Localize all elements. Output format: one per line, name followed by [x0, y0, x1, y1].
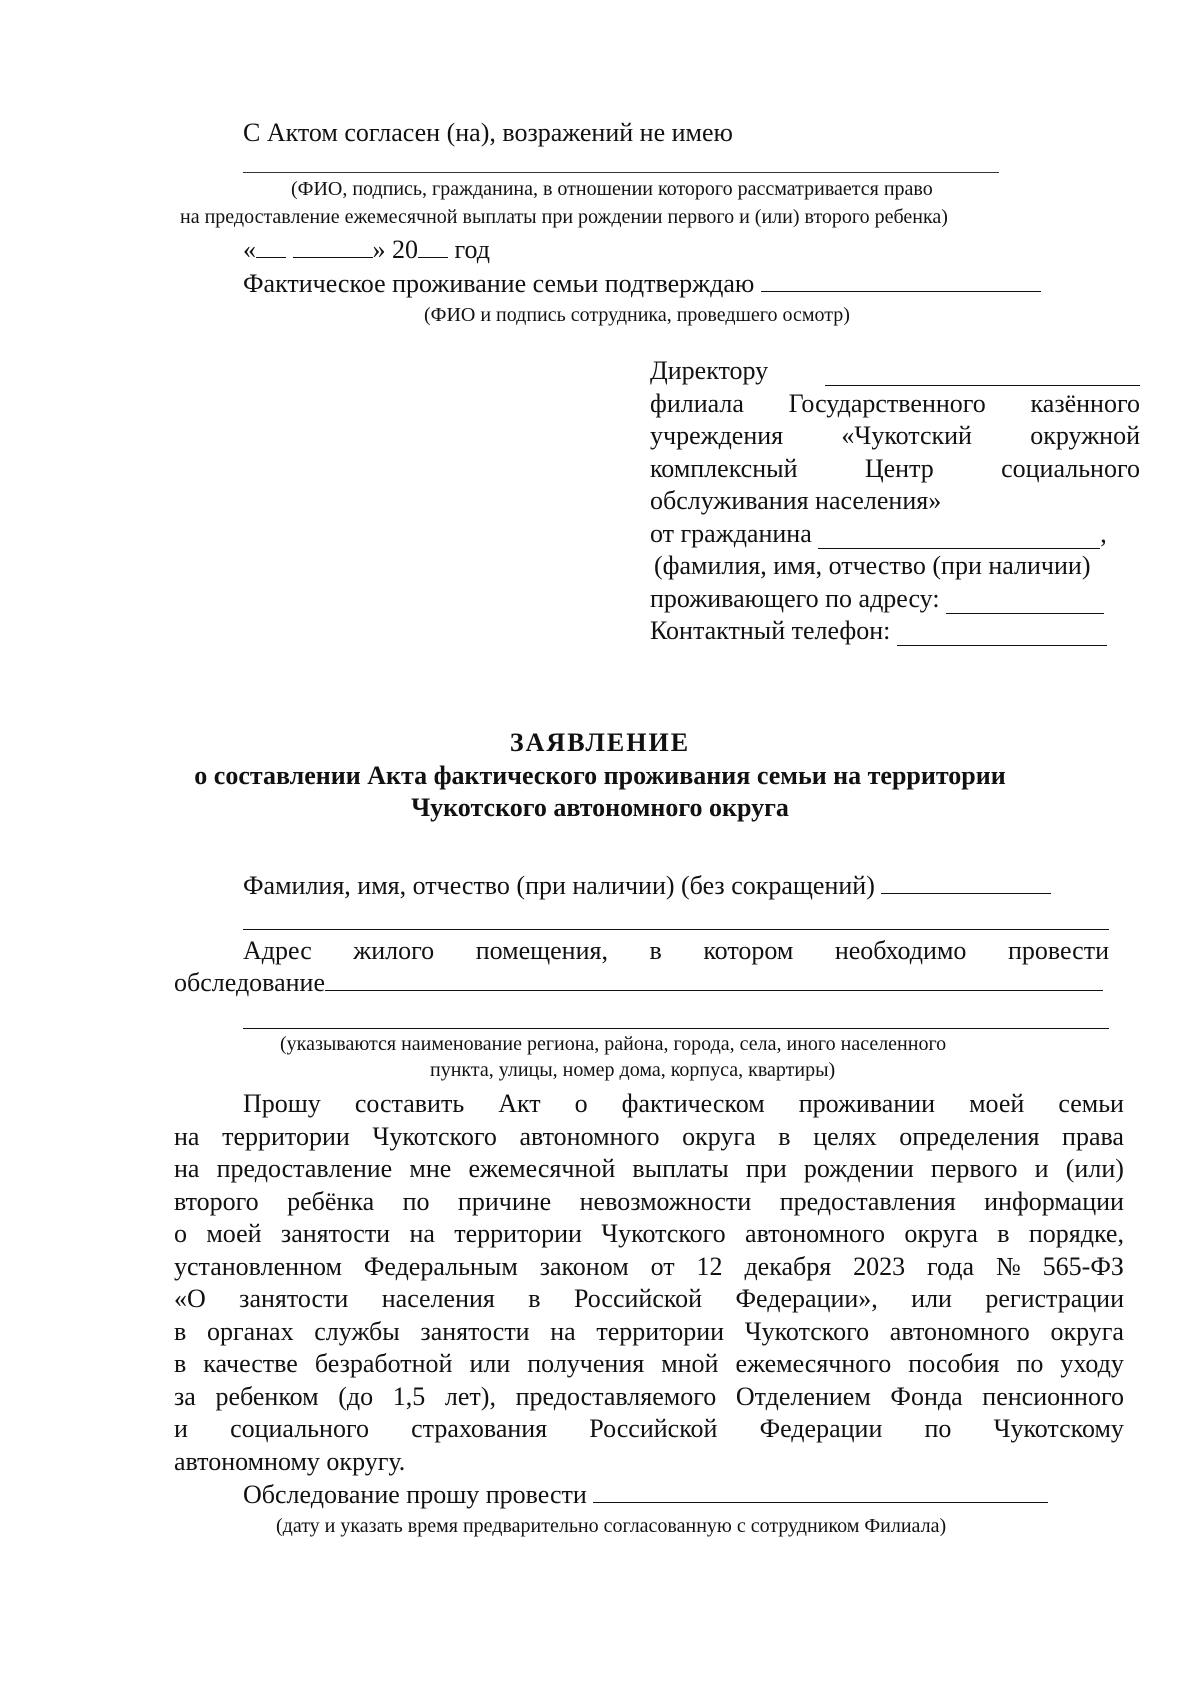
- phone-label: Контактный телефон:: [650, 616, 891, 645]
- date-month-blank[interactable]: [293, 235, 373, 258]
- request-word: Российской: [573, 1284, 703, 1313]
- request-word: по: [1016, 1349, 1044, 1378]
- consent-signature-line[interactable]: [243, 172, 999, 173]
- date-year-blank[interactable]: [418, 235, 448, 258]
- request-word: ежемесячного: [735, 1349, 892, 1378]
- request-word: автономного: [889, 1316, 1030, 1346]
- request-word: страхования: [411, 1414, 548, 1443]
- date-close-quote: » 20: [372, 235, 418, 264]
- request-line: [174, 1381, 1124, 1414]
- request-word: (до: [338, 1381, 374, 1411]
- address-caption-1: (указываются наименование региона, района, города, села, иного населенного: [280, 1033, 947, 1055]
- request-word: моей: [206, 1219, 262, 1248]
- date-open-quote: «: [243, 235, 256, 264]
- addressee-line-2: филиала Государственного казённого: [650, 388, 1140, 418]
- request-word: или: [469, 1349, 511, 1378]
- request-word: округа: [1050, 1316, 1124, 1346]
- request-word: уходу: [1060, 1349, 1124, 1378]
- request-word: установленном: [174, 1251, 342, 1281]
- request-word: Акт: [498, 1089, 541, 1118]
- document-subtitle-1: о составлении Акта фактического проживания семьи на территории: [194, 761, 1006, 790]
- addressee-director-row: [650, 355, 1140, 388]
- request-word: 12: [696, 1251, 723, 1281]
- request-word: пособия: [908, 1349, 1000, 1378]
- request-line: [174, 1283, 1124, 1316]
- consent-caption-2: на предоставление ежемесячной выплаты при рождении первого и (или) второго ребенка): [180, 206, 948, 228]
- request-word: на: [174, 1154, 200, 1183]
- request-word: моей: [969, 1089, 1025, 1118]
- request-word: автономного: [519, 1121, 660, 1151]
- date-day-blank[interactable]: [256, 235, 286, 258]
- from-label: от гражданина: [650, 518, 812, 548]
- request-word: занятости: [239, 1284, 349, 1313]
- request-line: [174, 1121, 1124, 1154]
- request-word: безработной: [314, 1349, 453, 1378]
- survey-caption: (дату и указать время предварительно согласованную с сотрудником Филиала): [276, 1515, 947, 1537]
- address-survey-row: [174, 967, 1103, 999]
- phone-blank[interactable]: [897, 623, 1107, 646]
- request-word: органах: [206, 1316, 294, 1346]
- confirm-caption: (ФИО и подпись сотрудника, проведшего осмотр): [424, 304, 850, 326]
- request-word: проживании: [798, 1089, 936, 1118]
- request-word: мне: [409, 1154, 452, 1183]
- request-word: от: [650, 1251, 675, 1281]
- confirm-row: [243, 268, 1041, 300]
- request-word: за: [174, 1381, 196, 1411]
- request-word: года: [926, 1251, 975, 1281]
- addressee-line-4: комплексный Центр социального: [650, 453, 1140, 483]
- director-name-blank[interactable]: [825, 363, 1140, 386]
- request-word: занятости: [280, 1219, 391, 1248]
- request-word: Чукотского: [601, 1219, 726, 1248]
- request-word: Российской: [589, 1414, 718, 1443]
- confirm-label: Фактическое проживание семьи подтверждаю: [243, 269, 755, 298]
- request-word: №: [995, 1251, 1021, 1281]
- request-word: о: [174, 1219, 187, 1248]
- fio-blank[interactable]: [881, 871, 1051, 894]
- consent-caption-1: (ФИО, подпись, гражданина, в отношении которого рассматривается право: [291, 178, 933, 200]
- request-word: по: [402, 1186, 430, 1216]
- request-word: территории: [222, 1121, 350, 1151]
- fio-continuation-line[interactable]: [243, 929, 1109, 930]
- address-survey-label: обследование: [174, 968, 326, 997]
- addressee-name-caption: (фамилия, имя, отчество (при наличии): [654, 551, 1091, 580]
- address-survey-blank[interactable]: [325, 968, 1103, 991]
- fio-row: [243, 870, 1051, 902]
- request-word: семьи: [1058, 1089, 1124, 1118]
- request-line: [174, 1088, 1124, 1121]
- request-word: первого: [930, 1154, 1018, 1183]
- request-word: округа: [904, 1219, 978, 1248]
- addressee-phone-row: [650, 615, 1140, 648]
- request-word: 565-ФЗ: [1042, 1251, 1124, 1281]
- request-word: на: [550, 1316, 576, 1346]
- address-label: проживающего по адресу:: [650, 583, 940, 613]
- request-word: (или): [1065, 1154, 1124, 1183]
- request-line: [174, 1186, 1124, 1219]
- request-word: законом: [539, 1251, 629, 1281]
- request-word: по: [924, 1414, 952, 1443]
- request-word: целях: [813, 1121, 877, 1151]
- document-heading: ЗАЯВЛЕНИЕ: [509, 728, 691, 757]
- date-year-label: год: [454, 235, 490, 264]
- request-word: службы: [314, 1316, 400, 1346]
- address-continuation-line[interactable]: [243, 1028, 1109, 1029]
- request-line: [174, 1446, 1124, 1479]
- request-word: рождении: [803, 1154, 914, 1183]
- request-word: качестве: [203, 1349, 298, 1378]
- request-line: [174, 1218, 1124, 1251]
- request-line-text: автономному округу.: [174, 1446, 406, 1476]
- request-word: Чукотского: [372, 1121, 497, 1151]
- request-word: населения: [381, 1284, 495, 1313]
- request-word: Федерации: [759, 1414, 883, 1443]
- confirm-signature-blank[interactable]: [761, 269, 1041, 292]
- request-line: [174, 1413, 1124, 1446]
- request-word: территории: [454, 1219, 582, 1248]
- request-word: социального: [230, 1414, 369, 1443]
- request-word: выплаты: [632, 1154, 729, 1183]
- request-word: на: [174, 1121, 200, 1151]
- request-word: права: [1062, 1121, 1124, 1151]
- request-word: мной: [661, 1349, 719, 1378]
- request-word: порядке,: [1028, 1219, 1124, 1248]
- request-word: декабря: [744, 1251, 832, 1281]
- request-word: 1,5: [392, 1381, 426, 1411]
- request-line: [174, 1251, 1124, 1284]
- request-line: [174, 1316, 1124, 1349]
- request-word: Фонда: [890, 1381, 963, 1411]
- request-word: Чукотского: [744, 1316, 870, 1346]
- addressee-line-3: учреждения «Чукотский окружной: [650, 421, 1140, 450]
- request-word: пенсионного: [982, 1381, 1124, 1411]
- request-word: в: [174, 1316, 187, 1346]
- request-word: на: [409, 1219, 435, 1248]
- request-line: [174, 1348, 1124, 1381]
- request-word: в: [528, 1284, 541, 1313]
- request-word: занятости: [420, 1316, 530, 1346]
- address-caption-2: пункта, улицы, номер дома, корпуса, квартиры): [430, 1059, 836, 1081]
- request-word: лет),: [444, 1381, 496, 1411]
- address-label-row: Адрес жилого помещения, в котором необходимо провести: [243, 936, 1109, 965]
- request-word: территории: [596, 1316, 725, 1346]
- request-word: Отделением: [735, 1381, 871, 1411]
- request-word: причине: [457, 1186, 552, 1216]
- request-word: информации: [984, 1186, 1124, 1216]
- request-word: Чукотскому: [993, 1414, 1124, 1443]
- request-word: ребёнка: [287, 1186, 375, 1216]
- request-word: получения: [527, 1349, 645, 1378]
- request-word: фактическом: [621, 1089, 765, 1118]
- request-word: в: [174, 1349, 187, 1378]
- request-word: при: [745, 1154, 787, 1183]
- request-word: и: [174, 1414, 188, 1443]
- request-word: «О: [174, 1284, 206, 1313]
- addressee-director: Директору: [650, 356, 769, 385]
- request-word: о: [574, 1089, 588, 1118]
- request-word: округа: [682, 1121, 756, 1151]
- request-word: Прошу: [243, 1089, 321, 1118]
- addressee-block: [650, 355, 1140, 648]
- request-word: и: [1034, 1154, 1049, 1183]
- request-word: в: [778, 1121, 791, 1151]
- request-word: в: [997, 1219, 1010, 1248]
- request-word: регистрации: [985, 1284, 1124, 1313]
- survey-label: Обследование прошу провести: [243, 1480, 587, 1509]
- request-line: [174, 1153, 1124, 1186]
- request-word: предоставляемого: [515, 1381, 717, 1411]
- consent-date: [243, 234, 490, 266]
- request-word: 2023: [853, 1251, 906, 1281]
- consent-statement: С Актом согласен (на), возражений не имею: [243, 118, 733, 147]
- from-name-blank[interactable]: [818, 526, 1100, 549]
- request-word: или: [911, 1284, 952, 1313]
- address-blank[interactable]: [946, 591, 1104, 614]
- request-word: определения: [899, 1121, 1040, 1151]
- request-word: Федерации»,: [735, 1284, 878, 1313]
- request-word: ребенком: [215, 1381, 319, 1411]
- addressee-address-row: [650, 583, 1140, 616]
- document-subtitle-2: Чукотского автономного округа: [411, 793, 789, 822]
- request-word: предоставление: [216, 1154, 393, 1183]
- request-word: ежемесячной: [468, 1154, 616, 1183]
- request-word: предоставления: [779, 1186, 956, 1216]
- addressee-line-5: обслуживания населения»: [650, 486, 942, 515]
- survey-row: [243, 1479, 1048, 1511]
- request-paragraph: [174, 1088, 1124, 1478]
- request-word: Федеральным: [363, 1251, 518, 1281]
- survey-date-blank[interactable]: [593, 1480, 1048, 1503]
- request-word: составить: [354, 1089, 465, 1118]
- request-word: второго: [174, 1186, 259, 1216]
- fio-label: Фамилия, имя, отчество (при наличии) (без сокращений): [243, 871, 875, 900]
- request-word: невозможности: [579, 1186, 752, 1216]
- addressee-from-row: от гражданина ,: [650, 518, 1140, 551]
- request-word: автономного: [745, 1219, 886, 1248]
